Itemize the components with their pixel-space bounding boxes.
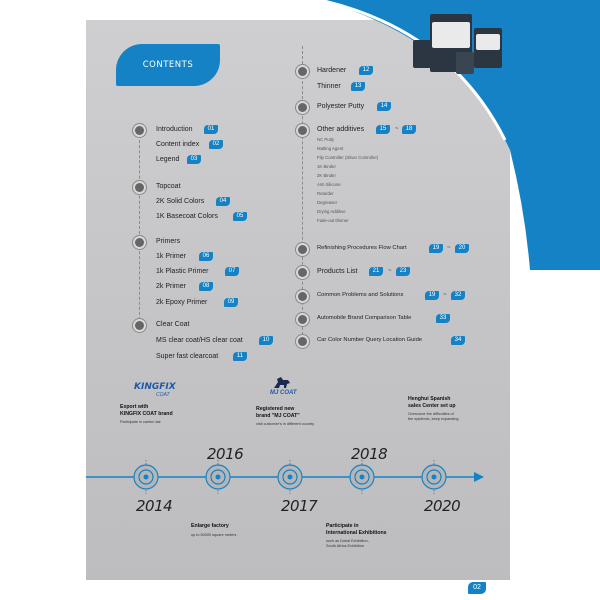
- flow-chart-badge-start: 19: [429, 244, 443, 253]
- event-2020-desc: Overcome the difficulties of the epidemic, keep expanding: [408, 412, 459, 421]
- content-index-label[interactable]: Content index: [156, 141, 200, 148]
- brand-comparison-badge: 33: [436, 314, 450, 323]
- content-index-badge: 02: [209, 140, 223, 149]
- timeline-node-2017: [277, 464, 303, 490]
- left-dashed-line: [139, 130, 140, 330]
- event-2018-title: Participate in International Exhibitions: [326, 523, 387, 536]
- products-list-badge-start: 21: [369, 267, 383, 276]
- solid-colors-label[interactable]: 2K Solid Colors: [156, 198, 205, 205]
- kingfix-logo-sub: COAT: [156, 392, 170, 398]
- thinner-badge: 13: [351, 82, 365, 91]
- bullet-topcoat: [135, 183, 144, 192]
- event-2014-desc: Participate in canton fair: [120, 420, 161, 424]
- bullet-common-problems: [298, 292, 307, 301]
- 1k-primer-badge: 06: [199, 252, 213, 261]
- common-problems-badge-start: 19: [425, 291, 439, 300]
- products-list-label[interactable]: Products List: [317, 268, 358, 275]
- year-2014: 2014: [136, 497, 173, 515]
- additive-item: NC Putty: [317, 137, 335, 142]
- timeline-node-2014: [133, 464, 159, 490]
- year-2016: 2016: [207, 445, 244, 463]
- additive-item: 2K Binder: [317, 173, 336, 178]
- hardener-label[interactable]: Hardener: [317, 67, 347, 74]
- bullet-brand-comparison: [298, 315, 307, 324]
- 1k-plastic-primer-badge: 07: [225, 267, 239, 276]
- color-guide-label[interactable]: Car Color Number Query Location Guide: [317, 337, 423, 343]
- solid-colors-badge: 04: [216, 197, 230, 206]
- event-2017-title: Registered new brand "MJ COAT": [256, 406, 300, 419]
- other-additives-badge-start: 15: [376, 125, 390, 134]
- timeline-node-2016: [205, 464, 231, 490]
- 2k-primer-badge: 08: [199, 282, 213, 291]
- super-fast-clearcoat-label[interactable]: Super fast clearcoat: [156, 353, 219, 360]
- hardener-badge: 12: [359, 66, 373, 75]
- clear-coat-label[interactable]: Clear Coat: [156, 321, 190, 328]
- additive-item: 1K Binder: [317, 164, 336, 169]
- ms-clear-coat-badge: 10: [259, 336, 273, 345]
- legend-label[interactable]: Legend: [156, 156, 180, 163]
- flow-chart-badge-end: 20: [455, 244, 469, 253]
- flow-chart-label[interactable]: Refinishing Procedures Flow Chart: [317, 245, 407, 251]
- bullet-clear-coat: [135, 321, 144, 330]
- additive-item: Degreaser: [317, 200, 338, 205]
- other-additives-label[interactable]: Other additives: [317, 126, 365, 133]
- 1k-plastic-primer-label[interactable]: 1k Plastic Primer: [156, 268, 209, 275]
- kingfix-logo: KINGFIX: [134, 382, 176, 392]
- brand-comparison-label[interactable]: Automobile Brand Comparison Table: [317, 315, 412, 321]
- timeline-node-2020: [421, 464, 447, 490]
- common-problems-range-sep: ~: [443, 292, 447, 298]
- 1k-primer-label[interactable]: 1k Primer: [156, 253, 186, 260]
- intro-label[interactable]: Introduction: [156, 126, 193, 133]
- products-list-range-sep: ~: [388, 268, 392, 274]
- super-fast-clearcoat-badge: 11: [233, 352, 247, 361]
- additive-item: Flip Controller (Silver Controller): [317, 155, 379, 160]
- ms-clear-coat-label[interactable]: MS clear coat/HS clear coat: [156, 337, 243, 344]
- basecoat-colors-badge: 05: [233, 212, 247, 221]
- legend-badge: 03: [187, 155, 201, 164]
- event-2018-desc: such as Dubai Exhibition, South Africa Exhibition: [326, 539, 369, 548]
- intro-page-badge: 01: [204, 125, 218, 134]
- 2k-epoxy-primer-badge: 09: [224, 298, 238, 307]
- year-2020: 2020: [424, 497, 461, 515]
- bullet-color-guide: [298, 337, 307, 346]
- primers-label[interactable]: Primers: [156, 238, 181, 245]
- other-additives-badge-end: 18: [402, 125, 416, 134]
- contents-heading: CONTENTS: [116, 44, 220, 86]
- products-list-badge-end: 23: [396, 267, 410, 276]
- timeline-node-2018: [349, 464, 375, 490]
- flow-chart-range-sep: ~: [447, 245, 451, 251]
- additive-item: Drying Additive: [317, 209, 346, 214]
- additive-item: Anti Silicone: [317, 182, 341, 187]
- mj-coat-logo: MJ COAT: [270, 390, 297, 396]
- common-problems-badge-end: 32: [451, 291, 465, 300]
- other-additives-range-sep: ~: [395, 126, 399, 132]
- polyester-putty-label[interactable]: Polyester Putty: [317, 103, 365, 110]
- topcoat-label[interactable]: Topcoat: [156, 183, 181, 190]
- 2k-epoxy-primer-label[interactable]: 2k Epoxy Primer: [156, 299, 208, 306]
- event-2016-desc: up to 50000 square meters: [191, 533, 237, 537]
- additive-item: Matting Agent: [317, 146, 344, 151]
- bullet-introduction: [135, 126, 144, 135]
- thinner-label[interactable]: Thinner: [317, 83, 341, 90]
- year-2018: 2018: [351, 445, 388, 463]
- event-2014-title: Export with KINGFIX COAT brand: [120, 404, 173, 417]
- polyester-putty-badge: 14: [377, 102, 391, 111]
- page-number: 02: [468, 582, 486, 594]
- additive-item: Fade-out thinner: [317, 218, 349, 223]
- event-2020-title: Henghui Spanish sales Center set up: [408, 396, 456, 409]
- color-guide-badge: 34: [451, 336, 465, 345]
- basecoat-colors-label[interactable]: 1K Basecoat Colors: [156, 213, 218, 220]
- 2k-primer-label[interactable]: 2k Primer: [156, 283, 186, 290]
- event-2016-title: Enlarge factory: [191, 523, 229, 529]
- bullet-primers: [135, 238, 144, 247]
- mj-coat-horse-icon: [271, 376, 293, 390]
- additive-item: Retarder: [317, 191, 334, 196]
- year-2017: 2017: [281, 497, 318, 515]
- common-problems-label[interactable]: Common Problems and Solutions: [317, 292, 404, 298]
- event-2017-desc: visit customer's in different country: [256, 422, 315, 426]
